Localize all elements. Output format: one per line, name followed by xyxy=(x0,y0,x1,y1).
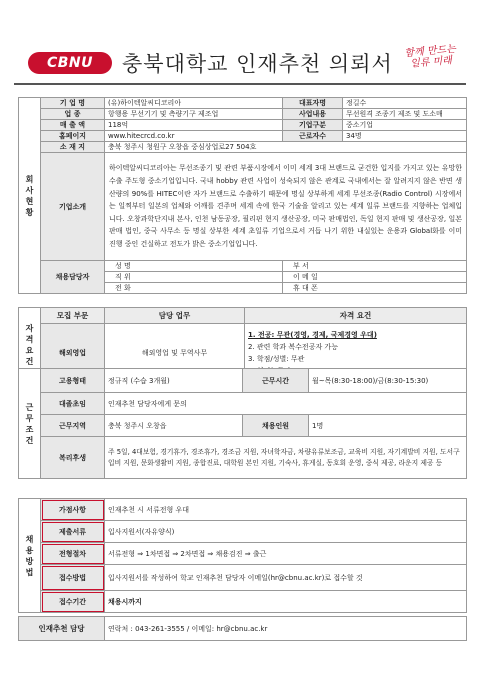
slogan xyxy=(393,43,469,79)
steps-value: 서류전형 ⇒ 1차면접 ⇒ 2차면접 ⇒ 채용검진 ⇒ 출근 xyxy=(105,543,467,565)
document-title: 충북대학교 인재추천 의뢰서 xyxy=(122,52,393,76)
contact-phone-label: 전 화 xyxy=(105,283,283,294)
recruit-contact-value: 연락처 : 043-261-3555 / 이메일: hr@cbnu.ac.kr xyxy=(105,617,467,641)
salary-label: 대졸초임 xyxy=(41,393,105,415)
apply-label: 접수방법 xyxy=(41,565,105,591)
employees-label: 근로자수 xyxy=(283,131,343,142)
contact-mobile-label: 휴 대 폰 xyxy=(283,283,467,294)
field-value: 해외영업 xyxy=(41,324,105,382)
ceo-label: 대표자명 xyxy=(283,98,343,109)
business-value: 무선원격 조종기 제조 및 도소매 xyxy=(343,109,467,120)
deadline-label: 접수기간 xyxy=(41,591,105,613)
company-intro: 하이텍알씨디코리아는 무선조종기 및 관련 부품시장에서 이미 세계 3대 브랜드로 굳건한 입지를 가지고 있는 유망한 수출 주도형 중소기업입니다. 국내 hobby 관련 사업이 성숙되지 않은 관계로 국내에서는 잘 알려지지 않은 반면 생산량의 90%를 HITEC이란 자가 브랜드로 수출하기 때문에 명실 상부하게 세계 무선조종(Radio Control) 시장에서는 일찍부터 일본의 업체와 어깨를 견주며 세계 속에 한국 기술을 알리고 있는 세계 일류 브랜드를 지향하는 업체입니다. 오창과학단지내 본사, 인천 남동공장, 필리핀 현지 생산공장, 미국 판매법인, 독일 현지 판매 및 생산공장, 일본 판매 법인, 중국 사무소 등 명실 상부한 세계 초일류 기업으로서 거듭 나기 위한 내실있는 운용과 Global화를 이미 진행 중인 건실하고 전도가 밝은 중소기업입니다. xyxy=(105,153,467,261)
contact-email-label: 이 메 일 xyxy=(283,272,467,283)
ceo-name: 정길수 xyxy=(343,98,467,109)
col-req-header: 자격 요건 xyxy=(245,308,467,324)
company-section-label: 회 사 현 황 xyxy=(19,98,41,294)
contact-name-label: 성 명 xyxy=(105,261,283,272)
intro-label: 기업소개 xyxy=(41,153,105,261)
slogan-line1: 함께 만드는 xyxy=(404,43,457,60)
duty-value: 해외영업 및 무역사무 xyxy=(105,324,245,382)
sales-value: 118억 xyxy=(105,120,283,131)
req-item: 2. 관련 학과 복수전공자 가능 xyxy=(248,342,338,351)
recruit-contact-label: 인재추천 담당 xyxy=(19,617,105,641)
qualification-section-label: 자 격 요 건 xyxy=(19,308,41,382)
header-divider xyxy=(14,83,466,85)
welfare-value: 주 5일, 4대보험, 경기휴가, 경조휴가, 경조금 지원, 자녀학자금, 차량유류보조금, 교육비 지원, 자기계발비 지원, 도서구입비 지원, 문화생활비 지원, 종합진료, 대학원 본인 지원, 기숙사, 휴게실, 동호회 운영, 중식 제공, 라운지 제공 등 xyxy=(105,437,467,479)
company-type-label: 기업구분 xyxy=(283,120,343,131)
business-label: 사업내용 xyxy=(283,109,343,120)
hours-value: 월~목(8:30-18:00)/금(8:30-15:30) xyxy=(309,369,467,393)
company-table xyxy=(18,97,467,294)
contact-dept-label: 부 서 xyxy=(283,261,467,272)
col-duty-header: 담당 업무 xyxy=(105,308,245,324)
industry-label: 업 종 xyxy=(41,109,105,120)
process-section-label: 채 용 방 법 xyxy=(19,499,41,613)
welfare-label: 복리후생 xyxy=(41,437,105,479)
homepage-link[interactable]: www.hitecrcd.co.kr xyxy=(105,131,283,142)
col-field-header: 모집 부문 xyxy=(41,308,105,324)
contact-label: 채용담당자 xyxy=(41,261,105,294)
address-label: 소 재 지 xyxy=(41,142,105,153)
extra-value: 인재추천 시 서류전형 우대 xyxy=(105,499,467,521)
steps-label: 전형절차 xyxy=(41,543,105,565)
industry-value: 항행용 무선기기 및 측량기구 제조업 xyxy=(105,109,283,120)
cbnu-logo: CBNU xyxy=(28,52,112,74)
headcount-label: 채용인원 xyxy=(243,415,309,437)
salary-value: 인재추천 담당자에게 문의 xyxy=(105,393,467,415)
company-name: (유)하이텍알씨디코리아 xyxy=(105,98,283,109)
docs-label: 제출서류 xyxy=(41,521,105,543)
footer-table xyxy=(18,616,467,641)
headcount-value: 1명 xyxy=(309,415,467,437)
company-type-value: 중소기업 xyxy=(343,120,467,131)
location-value: 충북 청주시 오창읍 xyxy=(105,415,243,437)
req-item: 1. 전공: 무관(경영, 경제, 국제경영 우대) xyxy=(248,330,377,339)
apply-value: 입사지원서를 작성하여 학교 인재추천 담당자 이메일(hr@cbnu.ac.kr)로 접수할 것 xyxy=(105,565,467,591)
company-name-label: 기 업 명 xyxy=(41,98,105,109)
employment-value: 정규직 (수습 3개월) xyxy=(105,369,243,393)
req-item: 3. 학점/성별: 무관 xyxy=(248,354,305,363)
document-header xyxy=(14,40,466,80)
slogan-line2: 일류 미래 xyxy=(409,55,453,70)
hours-label: 근무시간 xyxy=(243,369,309,393)
sales-label: 매 출 액 xyxy=(41,120,105,131)
address-value: 충북 청주시 청원구 오창읍 중심상업로27 504호 xyxy=(105,142,467,153)
docs-value: 입사지원서(자유양식) xyxy=(105,521,467,543)
employment-label: 고용형태 xyxy=(41,369,105,393)
deadline-value: 채용시까지 xyxy=(105,591,467,613)
process-table xyxy=(18,498,467,613)
conditions-table xyxy=(18,368,467,479)
homepage-label: 홈페이지 xyxy=(41,131,105,142)
location-label: 근무지역 xyxy=(41,415,105,437)
employees-value: 34명 xyxy=(343,131,467,142)
contact-title-label: 직 위 xyxy=(105,272,283,283)
conditions-section-label: 근 무 조 건 xyxy=(19,369,41,479)
extra-label: 가점사항 xyxy=(41,499,105,521)
